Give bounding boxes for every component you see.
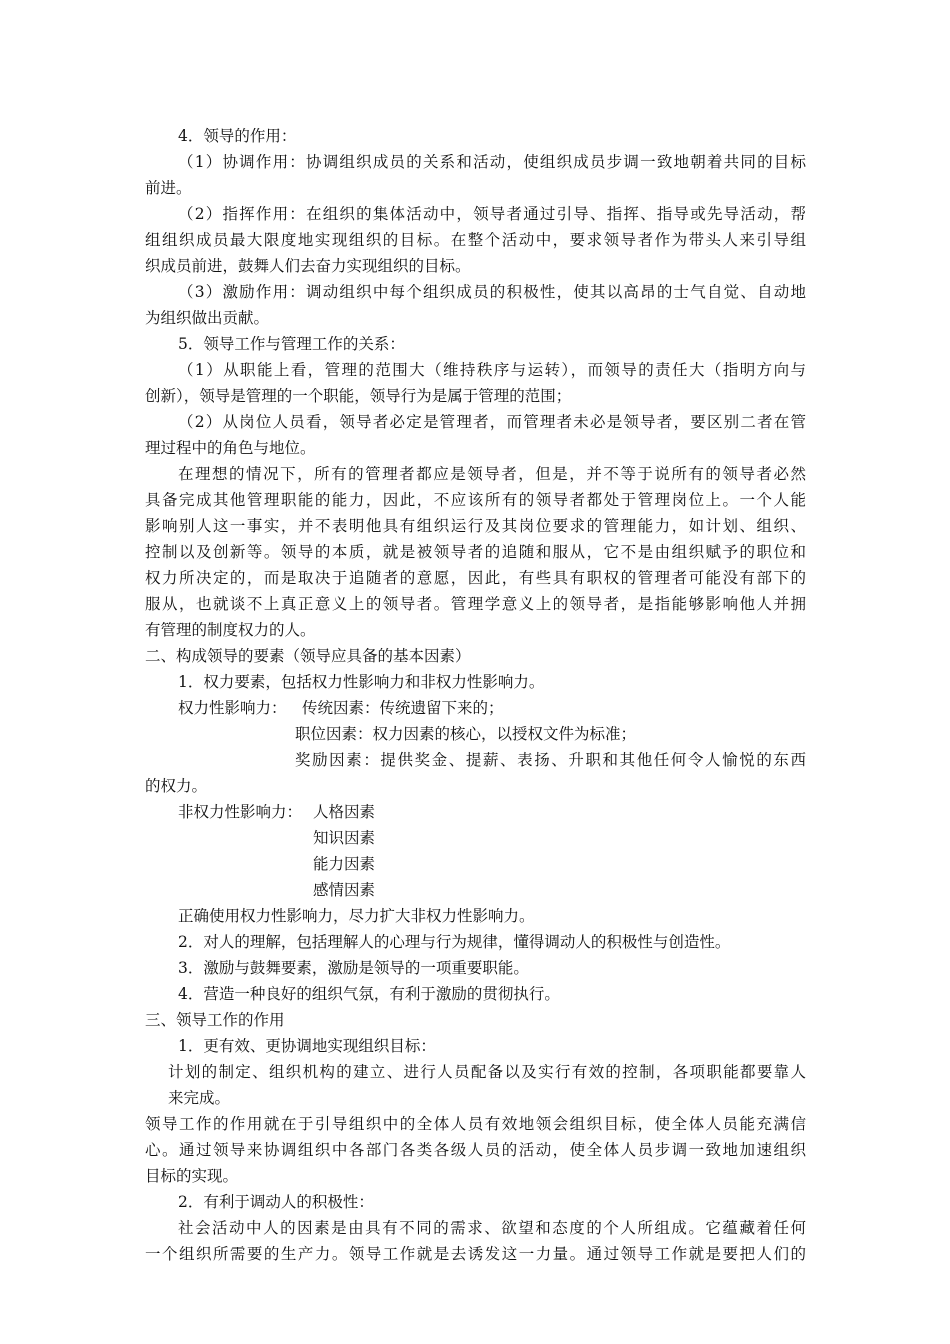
nonpower-factor-emotion: 感情因素: [313, 881, 376, 899]
nonpower-label: 非权力性影响力：: [178, 803, 303, 821]
power-tail: 的权力。: [145, 777, 208, 795]
nonpower-factor-ability: 能力因素: [313, 855, 376, 873]
ideal-line-3: 影响别人这一事实，并不表明他具有组织运行及其岗位要求的管理能力，如计划、组织、: [145, 517, 806, 535]
element-item-2: 2．对人的理解，包括理解人的心理与行为规律，懂得调动人的积极性与创造性。: [178, 933, 731, 951]
power-factor-position: 职位因素：权力因素的核心，以授权文件为标准；: [295, 725, 637, 743]
power-item-1: 1．权力要素，包括权力性影响力和非权力性影响力。: [178, 673, 545, 691]
ideal-line-4: 控制以及创新等。领导的本质，就是被领导者的追随和服从，它不是由组织赋予的职位和: [145, 543, 806, 561]
social-line-2: 一个组织所需要的生产力。领导工作就是去诱发这一力量。通过领导工作就是要把人们的: [145, 1245, 806, 1263]
command-line-1: （2）指挥作用：在组织的集体活动中，领导者通过引导、指挥、指导或先导活动，帮: [178, 205, 806, 223]
role-line-3: 目标的实现。: [145, 1167, 239, 1185]
element-item-3: 3．激励与鼓舞要素，激励是领导的一项重要职能。: [178, 959, 529, 977]
coord-line-2: 前进。: [145, 179, 192, 197]
ideal-line-2: 具备完成其他管理职能的能力，因此，不应该所有的领导者都处于管理岗位上。一个人能: [145, 491, 806, 509]
ideal-line-6: 服从，也就谈不上真正意义上的领导者。管理学意义上的领导者，是指能够影响他人并拥: [145, 595, 806, 613]
ideal-line-5: 权力所决定的，而是取决于追随者的意愿，因此，有些具有职权的管理者可能没有部下的: [145, 569, 806, 587]
motivate-line-2: 为组织做出贡献。: [145, 309, 270, 327]
social-line-1: 社会活动中人的因素是由具有不同的需求、欲望和态度的个人所组成。它蕴藏着任何: [178, 1219, 806, 1237]
relation-p1-line-1: （1）从职能上看，管理的范围大（维持秩序与运转），而领导的责任大（指明方向与: [178, 361, 806, 379]
power-label: 权力性影响力：: [178, 699, 287, 717]
section-5-heading: 5．领导工作与管理工作的关系：: [178, 335, 405, 353]
power-factor-traditional: 传统因素：传统遗留下来的；: [302, 699, 504, 717]
section-two-heading: 二、构成领导的要素（领导应具备的基本因素）: [145, 647, 471, 665]
section-4-heading: 4．领导的作用：: [178, 127, 297, 145]
plan-line-1: 计划的制定、组织机构的建立、进行人员配备以及实行有效的控制，各项职能都要靠人: [168, 1063, 806, 1081]
motivate-line-1: （3）激励作用：调动组织中每个组织成员的积极性，使其以高昂的士气自觉、自动地: [178, 283, 806, 301]
role-line-2: 心。通过领导来协调组织中各部门各类各级人员的活动，使全体人员步调一致地加速组织: [145, 1141, 806, 1159]
effect-item-2: 2．有利于调动人的积极性：: [178, 1193, 374, 1211]
nonpower-factor-knowledge: 知识因素: [313, 829, 376, 847]
command-line-3: 织成员前进，鼓舞人们去奋力实现组织的目标。: [145, 257, 471, 275]
element-item-4: 4．营造一种良好的组织气氛，有利于激励的贯彻执行。: [178, 985, 560, 1003]
relation-p2-line-2: 理过程中的角色与地位。: [145, 439, 316, 457]
relation-p1-line-2: 创新），领导是管理的一个职能，领导行为是属于管理的范围；: [145, 387, 572, 405]
ideal-line-1: 在理想的情况下，所有的管理者都应是领导者，但是，并不等于说所有的领导者必然: [178, 465, 806, 483]
nonpower-factor-personality: 人格因素: [313, 803, 376, 821]
section-three-heading: 三、领导工作的作用: [145, 1011, 285, 1029]
coord-line-1: （1）协调作用：协调组织成员的关系和活动，使组织成员步调一致地朝着共同的目标: [178, 153, 806, 171]
relation-p2-line-1: （2）从岗位人员看，领导者必定是管理者，而管理者未必是领导者，要区别二者在管: [178, 413, 806, 431]
correct-usage: 正确使用权力性影响力，尽力扩大非权力性影响力。: [178, 907, 535, 925]
role-line-1: 领导工作的作用就在于引导组织中的全体人员有效地领会组织目标，使全体人员能充满信: [145, 1115, 806, 1133]
power-factor-reward: 奖励因素：提供奖金、提薪、表扬、升职和其他任何令人愉悦的东西: [295, 751, 806, 769]
effect-item-1: 1．更有效、更协调地实现组织目标：: [178, 1037, 436, 1055]
plan-line-2: 来完成。: [168, 1089, 231, 1107]
command-line-2: 组组织成员最大限度地实现组织的目标。在整个活动中，要求领导者作为带头人来引导组: [145, 231, 806, 249]
ideal-line-7: 有管理的制度权力的人。: [145, 621, 316, 639]
